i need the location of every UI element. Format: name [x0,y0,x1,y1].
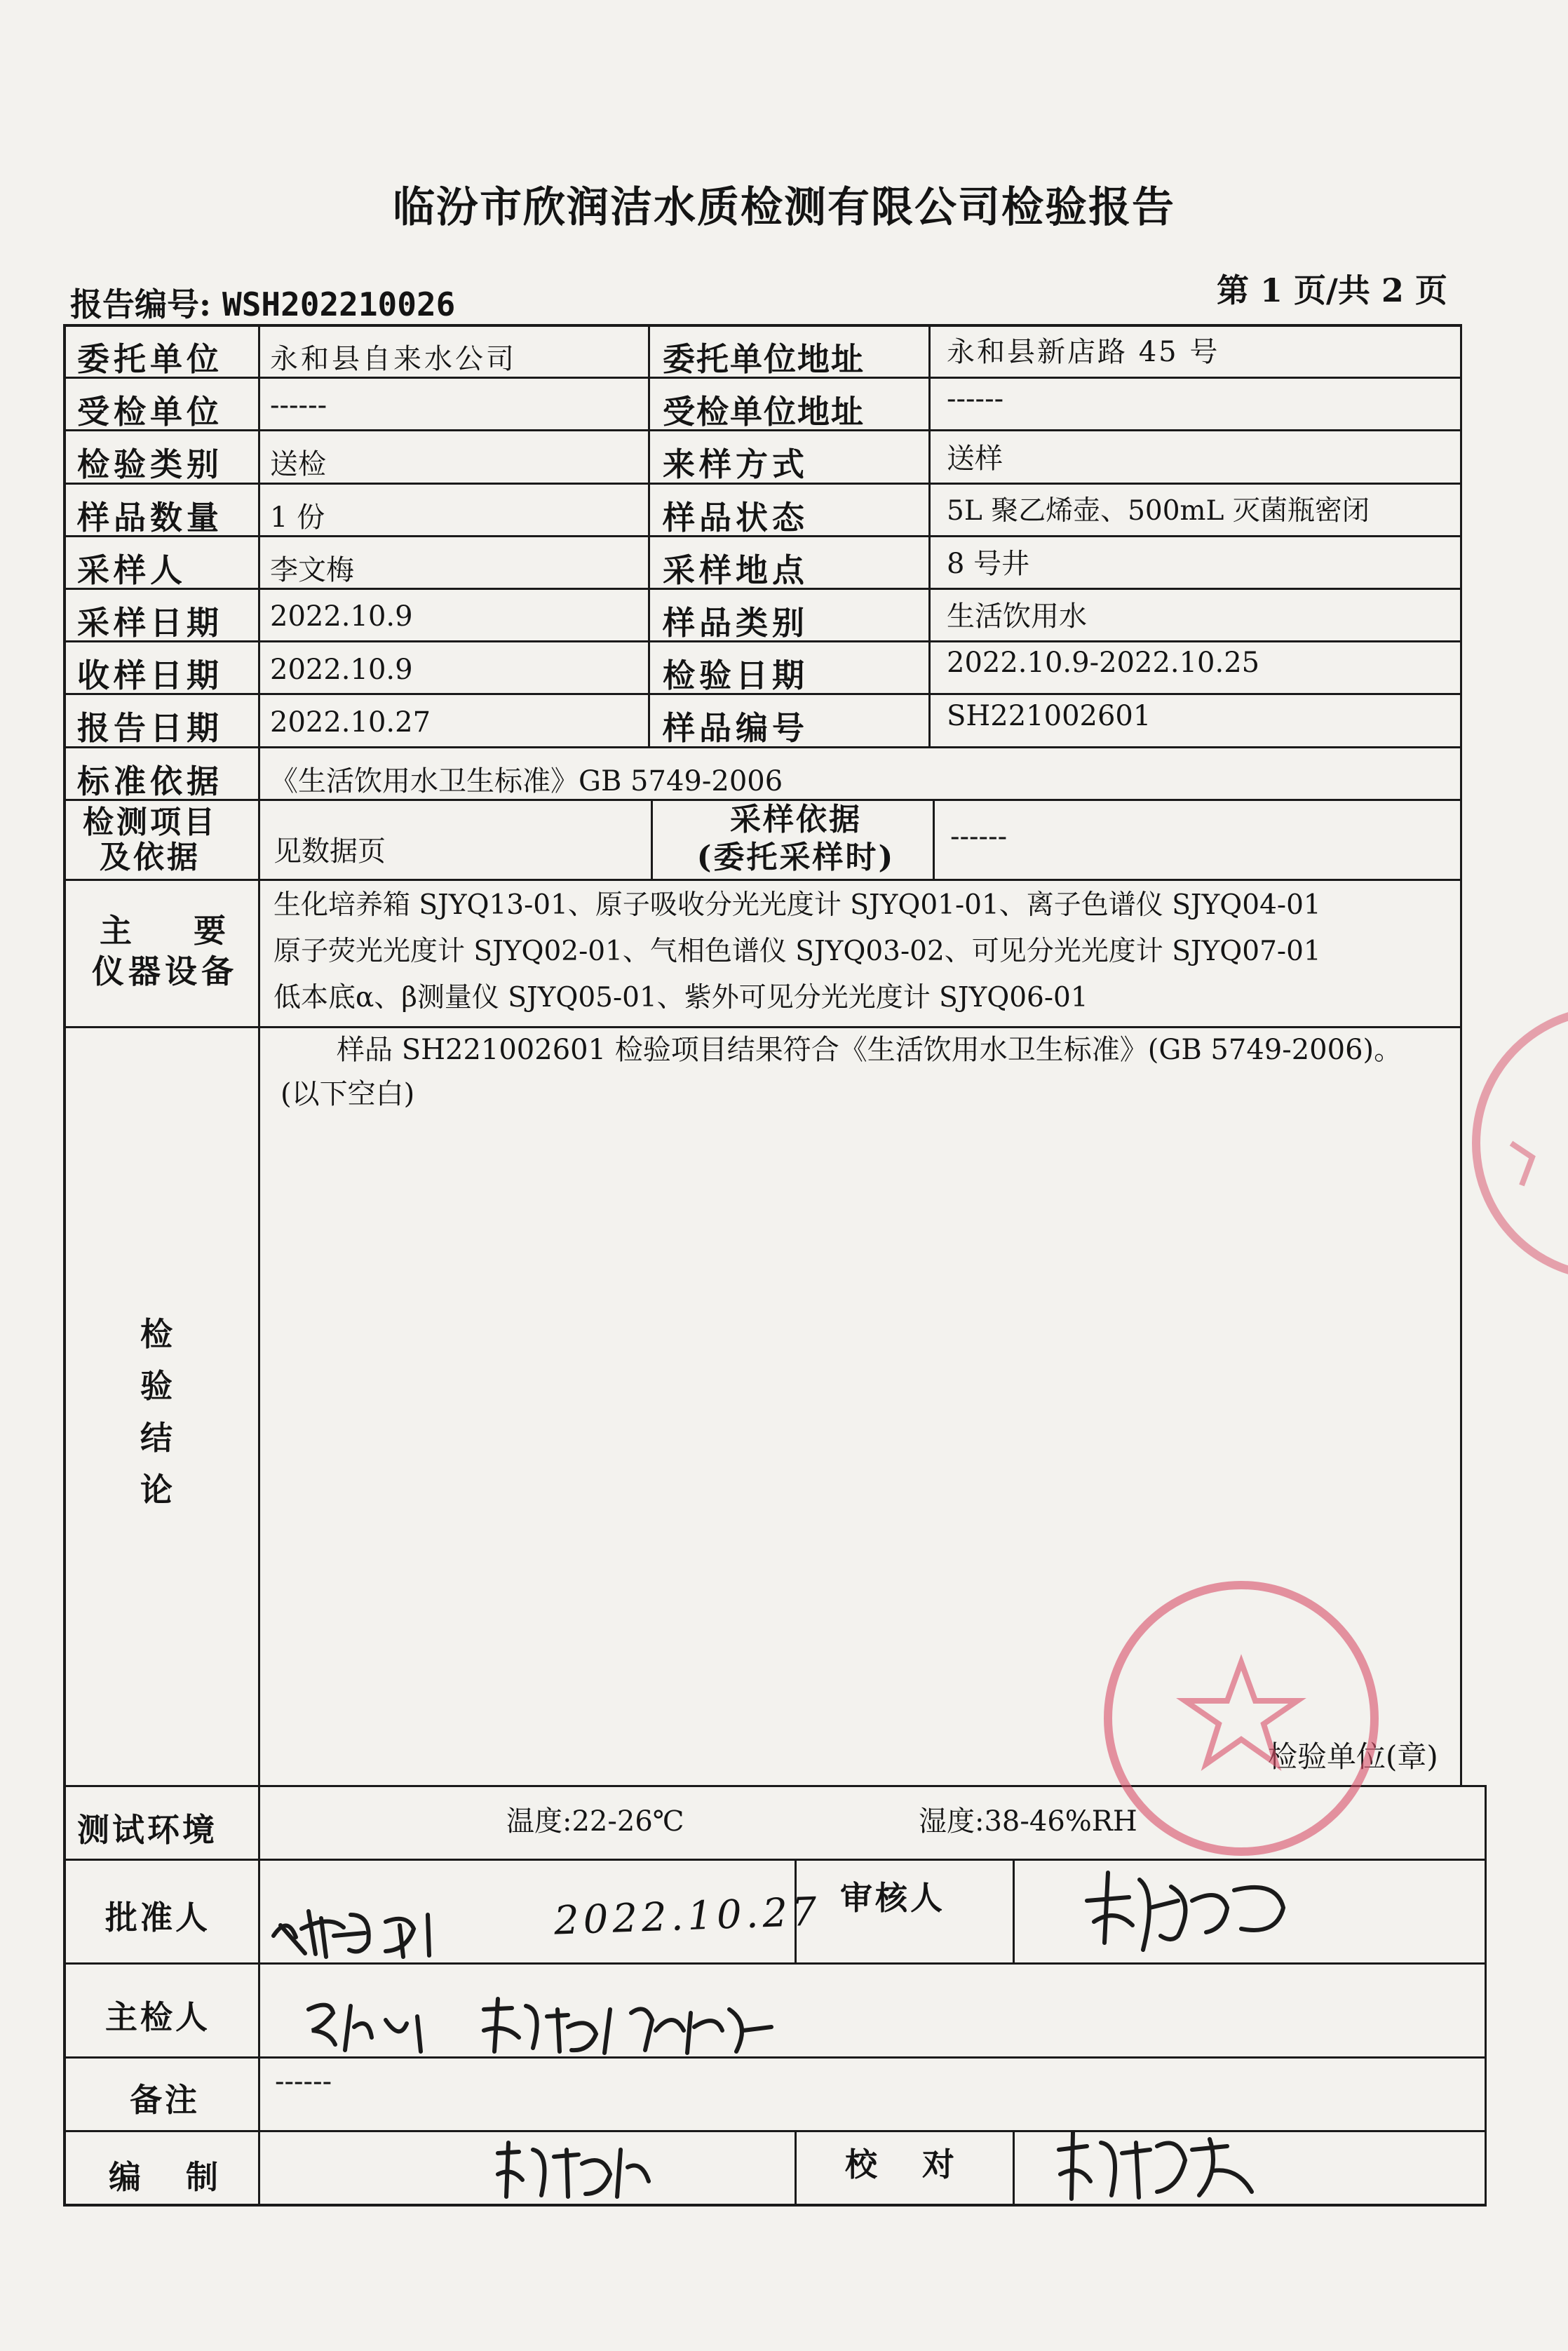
humidity-value: 湿度:38-46%RH [919,1805,1137,1838]
approver-label: 批准人 [105,1899,210,1936]
report-number-value: WSH202210026 [222,285,456,323]
conclusion-text: 样品 SH221002601 检验项目结果符合《生活饮用水卫生标准》(GB 5749-2006)。 [337,1034,1403,1066]
receive-date-label: 收样日期 [77,656,223,694]
page-info: 第 1 页/共 2 页 [1217,271,1447,309]
client-value: 永和县自来水公司 [270,343,517,375]
conclusion-label [140,1308,173,1516]
seal-stamp [1094,1571,1388,1866]
test-items-label-line-1: 检测项目 [83,804,217,840]
compiler-signature [491,2132,666,2202]
sample-state-label: 样品状态 [663,499,809,537]
sample-method-label: 来样方式 [663,445,809,483]
receive-date-value: 2022.10.9 [270,654,413,686]
equipment-line: 原子荧光光度计 SJYQ02-01、气相色谱仪 SJYQ03-02、可见分光光度计 SJYQ07-01 [273,936,1321,967]
sampler-label: 采样人 [77,551,187,589]
test-type-value: 送检 [270,448,326,480]
sample-site-value: 8 号井 [947,548,1030,580]
inspected-unit-value: ------ [270,389,327,422]
sample-state-value: 5L 聚乙烯壶、500mL 灭菌瓶密闭 [947,495,1370,527]
sampling-basis-label [666,801,926,877]
sample-method-value: 送样 [947,443,1003,475]
equipment-label [77,910,252,992]
conclusion-label-char: 验 [140,1367,173,1405]
report-number [70,279,455,325]
sample-quantity-label: 样品数量 [77,499,223,537]
report-title: 临汾市欣润洁水质检测有限公司检验报告 [393,183,1175,232]
approver-signature [266,1887,477,1964]
sampling-basis-label-line-1: 采样依据 [730,802,862,837]
test-date-value: 2022.10.9-2022.10.25 [947,647,1260,679]
client-label: 委托单位 [77,340,223,378]
sampling-basis-label-line-2: (委托采样时) [696,840,895,875]
proofreader-label: 校 对 [845,2145,959,2183]
remark-value: ------ [275,2066,332,2098]
equipment-list [273,882,1321,1021]
reviewer-label: 审核人 [840,1879,945,1917]
report-date-value: 2022.10.27 [270,706,431,739]
temperature-value: 温度:22-26℃ [506,1805,684,1838]
conclusion-blank-note: (以下空白) [281,1078,415,1110]
approver-date: 2022.10.27 [553,1889,822,1944]
inspector-signatures [302,1988,806,2059]
test-items-label [83,805,217,875]
conclusion-label-char: 结 [140,1419,173,1457]
sample-category-value: 生活饮用水 [947,600,1087,633]
client-address-label: 委托单位地址 [663,340,865,378]
report-date-label: 报告日期 [77,709,223,747]
inspected-address-value: ------ [947,383,1004,415]
sampling-basis-value: ------ [950,821,1008,853]
reviewer-signature [1073,1859,1304,1957]
sampler-value: 李文梅 [270,554,354,586]
sample-date-value: 2022.10.9 [270,600,413,633]
compiler-label: 编 制 [109,2158,223,2196]
report-number-label: 报告编号: [70,285,211,323]
equipment-label-line-2: 仪器设备 [92,952,238,990]
sample-date-label: 采样日期 [77,604,223,642]
equipment-label-line-1: 主 要 [99,912,230,950]
conclusion-label-char: 论 [140,1471,173,1509]
client-address-value: 永和县新店路 45 号 [947,336,1220,368]
sample-site-label: 采样地点 [663,551,809,589]
sample-number-label: 样品编号 [663,709,809,747]
seal-stamp-partial [1469,975,1568,1312]
test-items-label-line-2: 及依据 [100,840,201,875]
stamp-caption: 检验单位(章) [1268,1739,1438,1774]
sample-category-label: 样品类别 [663,604,809,642]
inspector-label: 主检人 [105,1998,210,2036]
sample-quantity-value: 1 份 [270,501,325,534]
proofreader-signature [1052,2122,1262,2206]
equipment-line: 低本底α、β测量仪 SJYQ05-01、紫外可见分光光度计 SJYQ06-01 [273,982,1088,1013]
sample-number-value: SH221002601 [947,700,1151,732]
equipment-line: 生化培养箱 SJYQ13-01、原子吸收分光光度计 SJYQ01-01、离子色谱仪 SJYQ04-01 [273,889,1321,921]
standard-value: 《生活饮用水卫生标准》GB 5749-2006 [270,765,783,797]
remark-label: 备注 [130,2081,200,2119]
environment-label: 测试环境 [77,1811,217,1849]
conclusion-label-char: 检 [140,1315,173,1353]
inspected-unit-label: 受检单位 [77,393,223,431]
inspected-address-label: 受检单位地址 [663,393,865,431]
test-type-label: 检验类别 [77,445,223,483]
test-items-value: 见数据页 [273,835,386,868]
test-date-label: 检验日期 [663,656,809,694]
standard-label: 标准依据 [77,762,223,800]
